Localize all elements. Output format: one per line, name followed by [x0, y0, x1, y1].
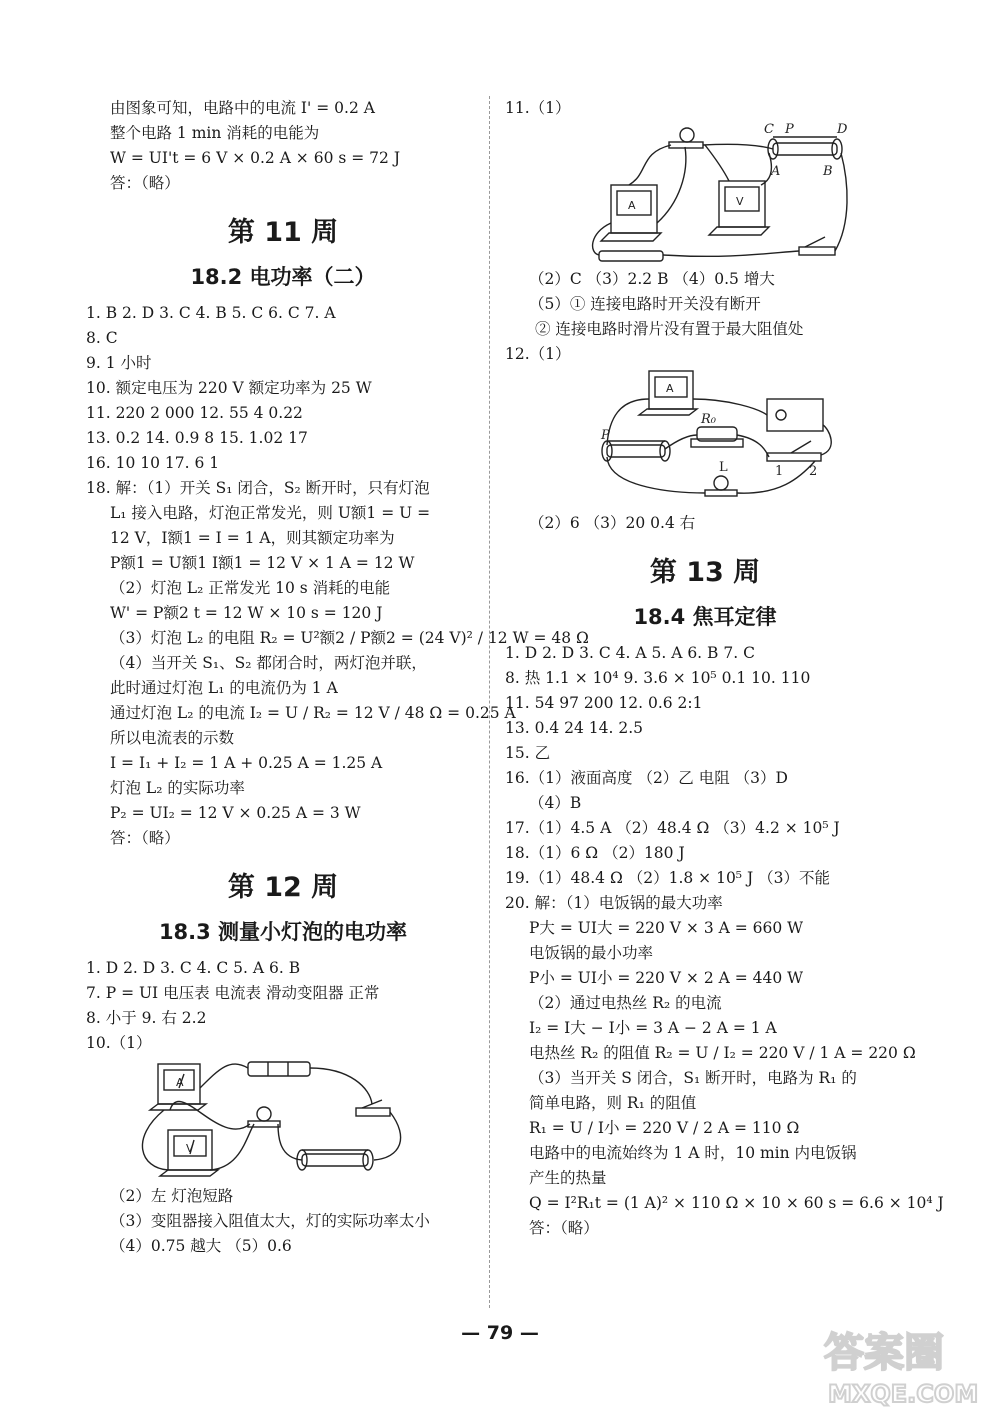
- watermark-logo: [816, 1314, 986, 1412]
- switch-icon: [799, 247, 835, 255]
- wire: [210, 1124, 254, 1170]
- q18-line: 答：（略）: [110, 829, 180, 847]
- q11-heading: 11.（1）: [505, 99, 571, 117]
- q12-line: （2）6 （3）20 0.4 右: [529, 514, 696, 532]
- answer-line: 11. 220 2 000 12. 55 4 0.22: [86, 404, 303, 422]
- answer-line: 15. 乙: [505, 744, 551, 762]
- wire: [607, 399, 649, 445]
- q10-line: （4）0.75 越大 （5）0.6: [110, 1237, 292, 1255]
- ammeter-base: [639, 409, 697, 415]
- battery-icon: [599, 251, 663, 261]
- answer-line: 8. C: [86, 329, 118, 347]
- q18-line: 18. 解：（1）开关 S₁ 闭合，S₂ 断开时，只有灯泡: [86, 479, 430, 497]
- q20-line: 电热丝 R₂ 的阻值 R₂ = U / I₂ = 220 V / 1 A = 220 Ω: [529, 1044, 916, 1062]
- ammeter-letter: A: [176, 1076, 184, 1089]
- q20-line: 答：（略）: [529, 1219, 599, 1237]
- bulb-icon: [257, 1107, 271, 1121]
- text-line: 由图象可知，电路中的电流 I' = 0.2 A: [110, 99, 375, 117]
- answer-line: 10. 额定电压为 220 V 额定功率为 25 W: [86, 379, 372, 397]
- bulb-icon: [680, 128, 694, 142]
- q20-line: 简单电路，则 R₁ 的阻值: [529, 1094, 697, 1112]
- answer-line: 13. 0.4 24 14. 2.5: [505, 719, 644, 737]
- wire: [200, 1064, 248, 1088]
- label-b: B: [823, 164, 833, 179]
- wire: [835, 153, 847, 251]
- wire: [142, 1110, 168, 1170]
- q18-line: 灯泡 L₂ 的实际功率: [110, 779, 245, 797]
- answer-line: 16. 10 10 17. 6 1: [86, 454, 220, 472]
- week-13-heading: 第 13 周: [649, 557, 761, 588]
- ammeter-letter: A: [666, 382, 674, 395]
- wire: [607, 457, 705, 493]
- label-c: C: [764, 123, 774, 137]
- watermark-top-text: 答案圈: [824, 1330, 944, 1376]
- label-2: 2: [809, 464, 818, 479]
- answer-line: 10.（1）: [86, 1034, 152, 1052]
- q18-line: （2）灯泡 L₂ 正常发光 10 s 消耗的电能: [110, 579, 391, 597]
- voltmeter-letter: V: [736, 195, 744, 208]
- section-18-4-title: 18.4 焦耳定律: [633, 605, 777, 629]
- ammeter-base: [150, 1104, 206, 1110]
- answer-line: 1. D 2. D 3. C 4. C 5. A 6. B: [86, 959, 301, 977]
- answer-line: 7. P = UI 电压表 电流表 滑动变阻器 正常: [86, 984, 380, 1002]
- rheostat-icon: [773, 143, 837, 155]
- answer-line: 19.（1）48.4 Ω （2）1.8 × 10⁵ J （3）不能: [505, 869, 830, 887]
- wire: [310, 1068, 372, 1104]
- q18-line: P₂ = UI₂ = 12 V × 0.25 A = 3 W: [110, 804, 361, 822]
- rheostat-icon: [607, 445, 665, 457]
- answer-line: 16.（1）液面高度 （2）乙 电阻 （3）D: [505, 769, 788, 787]
- label-1: 1: [775, 464, 784, 479]
- answer-line: 8. 小于 9. 右 2.2: [86, 1009, 207, 1027]
- wire: [663, 251, 799, 256]
- answer-line: 1. B 2. D 3. C 4. B 5. C 6. C 7. A: [86, 304, 336, 322]
- wire: [629, 145, 671, 185]
- right-column: [505, 96, 944, 1241]
- wire: [657, 147, 686, 223]
- wire: [374, 1112, 401, 1160]
- week-11-heading: 第 11 周: [227, 217, 339, 248]
- label-a: A: [771, 164, 781, 179]
- week-12-heading: 第 12 周: [227, 872, 339, 903]
- q18-line: L₁ 接入电路，灯泡正常发光，则 U额1 = U =: [110, 504, 431, 522]
- bulb-icon: [714, 476, 728, 490]
- q20-line: P大 = UI大 = 220 V × 3 A = 660 W: [529, 919, 804, 937]
- q20-line: R₁ = U / I小 = 220 V / 2 A = 110 Ω: [529, 1119, 800, 1137]
- q18-line: 通过灯泡 L₂ 的电流 I₂ = U / R₂ = 12 V / 48 Ω = 0.25 A: [110, 704, 516, 722]
- voltmeter-letter: V: [186, 1142, 194, 1155]
- q20-line: （2）通过电热丝 R₂ 的电流: [529, 994, 722, 1012]
- q11-circuit-figure: [529, 123, 905, 263]
- q20-line: （3）当开关 S 闭合，S₁ 断开时，电路为 R₁ 的: [529, 1069, 857, 1087]
- answer-line: （4）B: [529, 794, 582, 812]
- q20-line: 20. 解：（1）电饭锅的最大功率: [505, 894, 723, 912]
- label-r0: R₀: [701, 412, 716, 427]
- q18-line: W' = P额2 t = 12 W × 10 s = 120 J: [110, 604, 383, 622]
- answer-line: 17.（1）4.5 A （2）48.4 Ω （3）4.2 × 10⁵ J: [505, 819, 840, 837]
- answer-line: 9. 1 小时: [86, 354, 152, 372]
- wire: [761, 153, 771, 185]
- q10-line: （2）左 灯泡短路: [110, 1187, 234, 1205]
- q20-line: Q = I²R₁t = (1 A)² × 110 Ω × 10 × 60 s = 6.6 × 10⁴ J: [529, 1194, 944, 1212]
- q11-line: （5）① 连接电路时开关没有断开: [529, 295, 761, 313]
- label-d: D: [837, 123, 848, 137]
- q11-line: ② 连接电路时滑片没有置于最大阻值处: [535, 320, 804, 338]
- voltmeter-base: [160, 1170, 218, 1176]
- switch-icon: [767, 453, 821, 461]
- wire: [593, 223, 611, 255]
- q18-line: I = I₁ + I₂ = 1 A + 0.25 A = 1.25 A: [110, 754, 383, 772]
- q18-line: 12 V，I额1 = I = 1 A，则其额定功率为: [110, 529, 395, 547]
- watermark-bottom-text: MXQE.COM: [828, 1380, 979, 1408]
- q10-line: （3）变阻器接入阻值太大，灯的实际功率太小: [110, 1212, 430, 1230]
- label-p: P: [785, 123, 794, 137]
- answer-line: 13. 0.2 14. 0.9 8 15. 1.02 17: [86, 429, 308, 447]
- text-line: W = UI't = 6 V × 0.2 A × 60 s = 72 J: [110, 149, 401, 167]
- wire: [170, 1101, 250, 1129]
- switch-icon: [356, 1108, 390, 1116]
- rheostat-icon: [302, 1154, 368, 1166]
- text-line: 整个电路 1 min 消耗的电能为: [110, 124, 320, 142]
- answer-line: 8. 热 1.1 × 10⁴ 9. 3.6 × 10⁵ 0.1 10. 110: [505, 669, 811, 687]
- q20-line: 产生的热量: [529, 1169, 607, 1187]
- q10-circuit-figure: [110, 1058, 480, 1180]
- voltmeter-base: [709, 227, 769, 235]
- q20-line: I₂ = I大 − I小 = 3 A − 2 A = 1 A: [529, 1019, 777, 1037]
- section-18-2-title: 18.2 电功率（二）: [190, 265, 376, 289]
- q18-line: 此时通过灯泡 L₁ 的电流仍为 1 A: [110, 679, 338, 697]
- q18-line: 所以电流表的示数: [110, 729, 235, 747]
- page-number: — 79 —: [461, 1322, 539, 1344]
- section-18-3-title: 18.3 测量小灯泡的电功率: [158, 920, 408, 944]
- wire: [703, 144, 773, 149]
- q20-line: 电路中的电流始终为 1 A 时，10 min 内电饭锅: [529, 1144, 857, 1162]
- q18-line: （3）灯泡 L₂ 的电阻 R₂ = U²额2 / P额2 = (24 V)² / 12 W = 48 Ω: [110, 629, 589, 647]
- answer-line: 11. 54 97 200 12. 0.6 2:1: [505, 694, 703, 712]
- answer-line: 1. D 2. D 3. C 4. A 5. A 6. B 7. C: [505, 644, 755, 662]
- answer-line: 18.（1）6 Ω （2）180 J: [505, 844, 685, 862]
- ammeter-base: [601, 233, 661, 241]
- q18-line: （4）当开关 S₁、S₂ 都闭合时，两灯泡并联，: [110, 654, 427, 672]
- q12-circuit-figure: [529, 369, 905, 507]
- wire: [705, 145, 729, 181]
- q11-line: （2）C （3）2.2 B （4）0.5 增大: [529, 270, 775, 288]
- q20-line: P小 = UI小 = 220 V × 2 A = 440 W: [529, 969, 804, 987]
- label-p: P: [601, 428, 610, 443]
- wire: [737, 435, 769, 457]
- q20-line: 电饭锅的最小功率: [529, 944, 654, 962]
- battery-icon: [248, 1062, 310, 1076]
- text-line: 答：（略）: [110, 174, 180, 192]
- q12-heading: 12.（1）: [505, 345, 571, 363]
- label-l: L: [719, 460, 728, 475]
- q18-line: P额1 = U额1 I额1 = 12 V × 1 A = 12 W: [110, 554, 415, 572]
- ammeter-letter: A: [628, 199, 636, 212]
